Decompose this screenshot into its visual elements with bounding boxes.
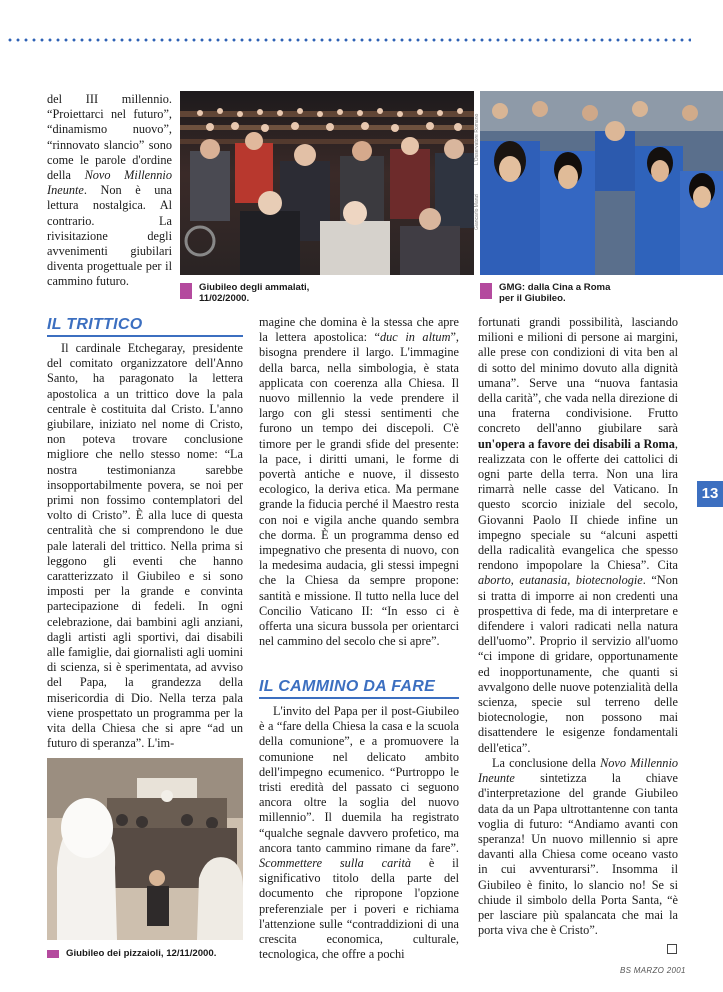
end-of-article-mark — [667, 944, 677, 954]
section-heading-trittico: IL TRITTICO — [47, 315, 243, 337]
col2-bottom-text: L'invito del Papa per il post-Giubileo è a “fare della Chiesa la casa e la scuola della comunione”, e a promuovere la comunione nel delicato ambito dell'impegno ecumenico. “Purtroppo le tristi eredità del passato ci seguono ancora oltre la soglia del nuovo millennio”. Il duemila ha registrato “qualche segnale davvero profetico, ma ancora tanto cammino rimane da fare”. Scommettere sulla carità è il significativo titolo della parte del documento che ripropone l'opzione preferenziale per i poveri e richiama l'attenzione sulle “contraddizioni di una crescita economica, culturale, tecnologica, che offre a pochi — [259, 704, 459, 962]
top-dotted-rule — [6, 38, 691, 42]
photo-credit-osservatore: L'Osservatore Romano — [474, 113, 480, 165]
intro-text: del III millennio. “Proiettarci nel futuro”, “dinamismo nuovo”, “rinnovato slancio” sono come le parole d'ordine della Novo Millennio Ineunte. Non è una lettura nostalgica. Al contrario. La rivisitazione degli avvenimenti giubilari diventa progettuale per il cammino futuro. — [47, 92, 172, 289]
caption-gmg: GMG: dalla Cina a Roma per il Giubileo. — [480, 282, 640, 304]
page-number-tab: 13 — [697, 481, 723, 507]
photo-credit-manzi: Giancarlo Manzi — [474, 193, 480, 230]
footer-issue: BS MARZO 2001 — [620, 966, 686, 975]
col2-top-text: magine che domina è la stessa che apre la lettera apostolica: “duc in altum”, bisogna prendere il largo. L'immagine della barca, nella simbologia, è stata applicata con coerenza alla Chiesa. Il nuovo millennio la vede prendere il largo con gli stessi sentimenti che furono un tempo dei discepoli. C'è timore per le grandi sfide del presente: la pace, i diritti umani, le forme di povertà antiche e nuove, il dissesto ecologico, la deriva etica. Ma permane grande la fiducia perché il Maestro resta con noi e vigila anche quando sembra che dorma. È un programma denso ed impegnativo che presenta di nuovo, con la medesima audacia, gli stessi impegni che la Chiesa da sempre propone: santità e missione. Il tutto nella luce del Concilio Vaticano II: “In esso ci è offerta una sicura bussola per orientarci nel cammino del secolo che si apre”. — [259, 315, 459, 649]
caption-pizzaioli: Giubileo dei pizzaioli, 12/11/2000. — [47, 948, 243, 962]
photo-giubileo-pizzaioli — [47, 758, 243, 940]
col3-text: fortunati grandi possibilità, lasciando milioni e milioni di persone ai margini, alle prese con condizioni di vita ben al di sotto del minimo dovuto alla dignità umana”. Serve una “nuova fantasia della carità”, che vada nella direzione di una fraterna condivisione. Frutto concreto dell'anno giubilare sarà un'opera a favore dei disabili a Roma, realizzata con le offerte dei cattolici di ogni parte della terra. Non una lira rimarrà nelle casse del Vaticano. In questo scorcio iniziale del secolo, Giovanni Paolo II chiede infine un impegno speciale su “alcuni aspetti della radicalità evangelica che spesso rendono impopolare la Chiesa”. Cita aborto, eutanasia, biotecnologie. “Non si tratta di imporre ai non credenti una prospettiva di fede, ma di interpretare e difendere i valori radicati nella natura dell'uomo”. Proprio il servizio all'uomo “ci impone di gridare, opportunamente ed inopportunamente, che quanti si avvalgono delle nuove potenzialità della scienza, specie sul terreno delle biotecnologie, non possono mai disattendere le esigenze fondamentali dell'etica”. La conclusione della Novo Millennio Ineunte sintetizza la chiave d'interpretazione del grande Giubileo data da un Papa ultrottantenne con tanta voglia di futuro: “Andiamo avanti con speranza! Un nuovo millennio si apre davanti alla Chiesa come oceano vasto in cui avventurarsi”. Insomma il Giubileo è finito, lo slancio no! Se si chiude il simbolo della Porta Santa, “è per lasciare più spalancata che mai la porta viva che è Cristo”. — [478, 315, 679, 938]
col1-body-text: Il cardinale Etchegaray, presidente del comitato organizzatore dell'Anno Santo, ha paragonato la lettera apostolica a un trittico dove la pala centrale è costituita dal Cristo. L'anno giubilare, iniziato nel nome di Cristo, non poteva trovare conclusione migliore che nello stesso nome: “La nostra testimonianza sarebbe insopportabilmente povera, se noi per primi non fossimo contemplatori del volto di Cristo”. È alla luce di questa centralità che si comprendono le due pale laterali del trittico. Nella prima si leggono gli eventi che hanno caratterizzato il Giubileo e si sono imposti per la grande e convinta partecipazione di fedeli. In ogni celebrazione, dai bambini agli anziani, dagli artisti agli sportivi, dai disabili alle famiglie, dai giornalisti agli uomini di scienza, si è sperimentata, ad avviso del Papa, la grandezza della misericordia di Dio. Nella terza pala viene prospettato un programma per la vita della Chiesa che si apre “ad un futuro di speranza”. L'im- — [47, 341, 243, 751]
photo-giubileo-ammalati — [180, 91, 474, 275]
photo-gmg-cina — [480, 91, 723, 275]
section-heading-cammino: IL CAMMINO DA FARE — [259, 677, 459, 699]
caption-ammalati: Giubileo degli ammalati, 11/02/2000. — [180, 282, 340, 304]
